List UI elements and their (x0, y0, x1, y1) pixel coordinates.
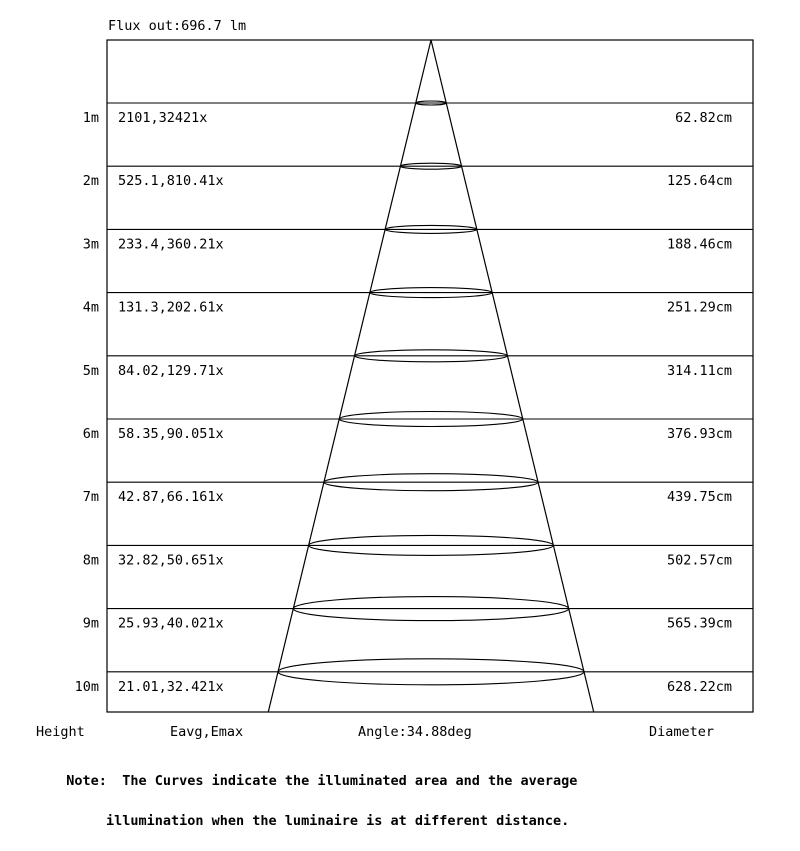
diameter-value: 502.57cm (666, 552, 732, 569)
height-tick-label: 7m (82, 489, 99, 506)
diameter-value: 439.75cm (666, 489, 732, 506)
illuminance-value: 25.93,40.021x (118, 615, 224, 632)
diameter-value: 376.93cm (666, 426, 732, 442)
eavg-emax-axis-label: Eavg,Emax (170, 724, 244, 740)
note-line-2: illumination when the luminaire is at different distance. (106, 813, 570, 829)
flux-output-label: Flux out:696.7 lm (108, 18, 247, 34)
height-tick-label: 3m (82, 236, 99, 253)
cone-edge-left (268, 40, 431, 712)
height-tick-label: 1m (82, 110, 99, 126)
note-label: Note: (66, 773, 107, 789)
height-tick-label: 4m (82, 299, 99, 316)
illuminance-value: 21.01,32.421x (118, 678, 224, 695)
note-block (50, 751, 770, 851)
height-tick-label: 10m (74, 678, 99, 695)
note-line-1: The Curves indicate the illuminated area and the average (122, 773, 578, 789)
diameter-value: 251.29cm (666, 299, 732, 316)
height-tick-label: 6m (82, 426, 99, 442)
diameter-value: 62.82cm (675, 110, 732, 126)
height-axis-label: Height (36, 724, 85, 740)
illuminance-value: 2101,32421x (118, 110, 208, 126)
cone-edge-right (431, 40, 594, 712)
illuminance-value: 84.02,129.71x (118, 362, 224, 379)
diameter-axis-label: Diameter (649, 724, 715, 740)
illuminance-value: 42.87,66.161x (118, 489, 224, 506)
diameter-value: 188.46cm (666, 236, 732, 253)
height-tick-label: 2m (82, 173, 99, 190)
diameter-value: 628.22cm (666, 678, 732, 695)
diameter-value: 565.39cm (666, 615, 732, 632)
beam-angle-label: Angle:34.88deg (358, 724, 472, 740)
height-tick-label: 8m (82, 552, 99, 569)
diameter-value: 125.64cm (666, 173, 732, 190)
diameter-value: 314.11cm (666, 362, 732, 379)
illuminance-value: 131.3,202.61x (118, 299, 224, 316)
height-tick-label: 5m (82, 362, 99, 379)
illuminance-value: 233.4,360.21x (118, 236, 224, 253)
illuminance-value: 525.1,810.41x (118, 173, 224, 190)
illuminance-value: 32.82,50.651x (118, 552, 224, 569)
illuminance-value: 58.35,90.051x (118, 426, 224, 442)
height-tick-label: 9m (82, 615, 99, 632)
